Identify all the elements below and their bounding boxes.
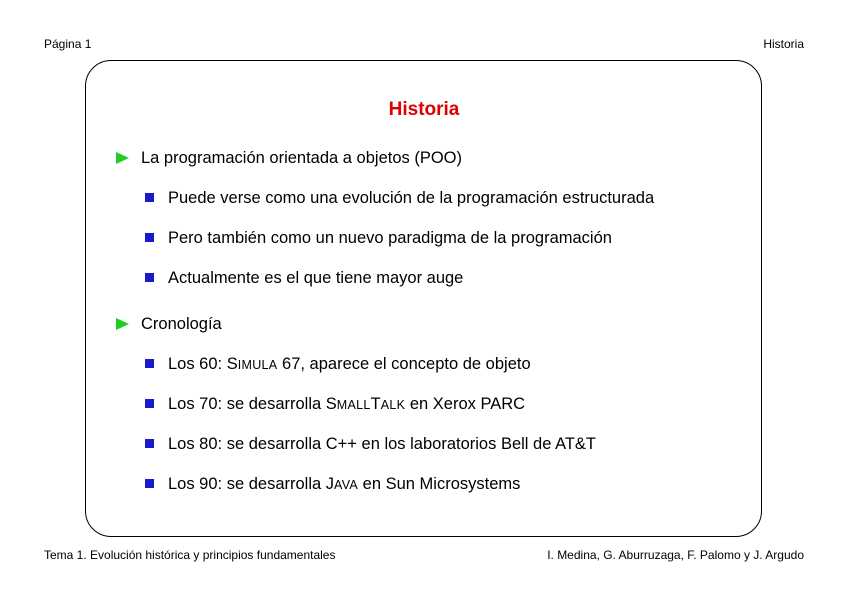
square-bullet-icon [145, 399, 154, 408]
bullet-item-poo [116, 148, 462, 168]
subbullet-text: Actualmente es el que tiene mayor auge [168, 269, 464, 287]
subbullet-item [145, 354, 531, 375]
square-bullet-icon [145, 359, 154, 368]
slide-title: Historia [388, 99, 460, 120]
subbullet-text: Puede verse como una evolución de la programación estructurada [168, 189, 655, 207]
subbullet-item [145, 268, 463, 288]
bullet-item-cronologia [116, 314, 222, 334]
bullet-text: Cronología [141, 315, 222, 333]
subbullet-text: Los 90: se desarrolla JAVA en Sun Microsystems [168, 475, 521, 493]
square-bullet-icon [145, 439, 154, 448]
footer-course-title: Tema 1. Evolución histórica y principios fundamentales [44, 548, 336, 562]
footer-authors: I. Medina, G. Aburruzaga, F. Palomo y J. Argudo [547, 548, 804, 562]
section-header: Historia [763, 37, 804, 51]
square-bullet-icon [145, 233, 154, 242]
slide-frame [85, 60, 762, 537]
subbullet-item [145, 394, 525, 415]
square-bullet-icon [145, 479, 154, 488]
subbullet-item [145, 474, 520, 495]
page-number: Página 1 [44, 37, 92, 51]
subbullet-text: Los 80: se desarrolla C++ en los laboratorios Bell de AT&T [168, 435, 597, 453]
subbullet-item [145, 188, 654, 208]
subbullet-item [145, 434, 596, 454]
square-bullet-icon [145, 273, 154, 282]
bullet-text: La programación orientada a objetos (POO) [141, 149, 463, 167]
subbullet-text: Los 70: se desarrolla SMALLTALK en Xerox PARC [168, 395, 526, 413]
triangle-bullet-icon [116, 318, 129, 330]
subbullet-item [145, 228, 612, 248]
subbullet-text: Pero también como un nuevo paradigma de la programación [168, 229, 612, 247]
subbullet-text: Los 60: SIMULA 67, aparece el concepto de objeto [168, 355, 531, 373]
triangle-bullet-icon [116, 152, 129, 164]
square-bullet-icon [145, 193, 154, 202]
